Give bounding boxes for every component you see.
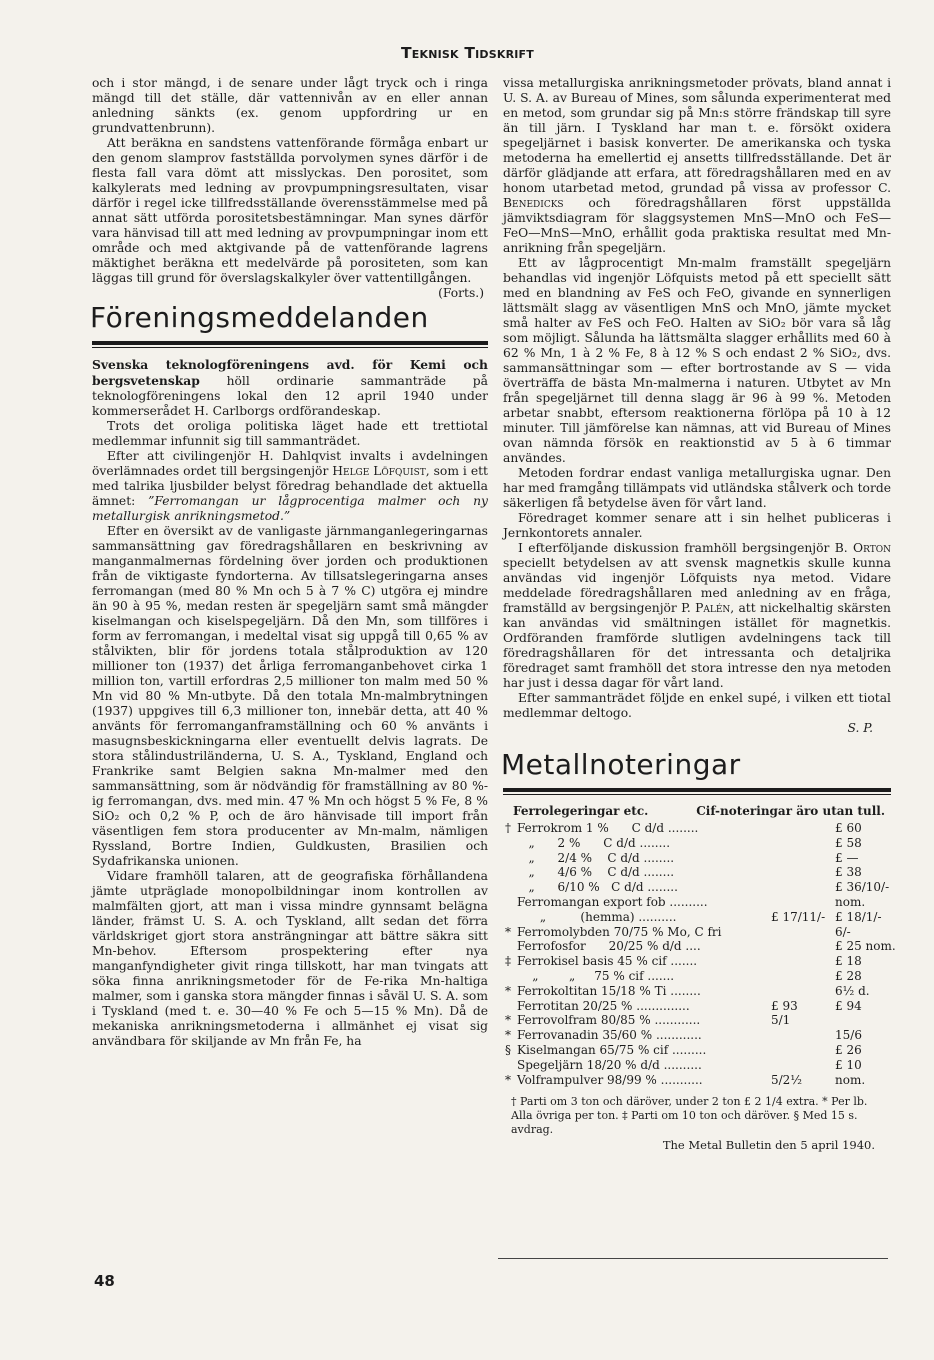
paragraph-text: Att beräkna en sandstens vattenförande förmåga enbart ur den genom slamprov fastställda porvolymen synes därför i de flesta fall vara dömt att misslyckas. Den porositet, som kalkylerats med ledning av provpumpningsresultaten, visar därför i regel icke tillfredsställande överensstämmelse med på annat sätt utförda porositetsbestämningar. Man synes därför vara hänvisad till att med ledning av provpumpningar inom ett område och med aktgivande på de vattenförande lagrens mäktighet beräkna ett medelvärde på porositeten, som kan läggas till grund för överslagskalkyler över vattentillgången. xyxy=(92,136,488,285)
page-number: 48 xyxy=(94,1272,115,1290)
price-row xyxy=(503,1058,891,1073)
price-row-mark: * xyxy=(505,1013,511,1028)
paragraph: Ett av lågprocentigt Mn-malm framställt spegeljärn behandlas vid ingenjör Löfquists metod på ett speciellt sätt med en blandning av FeS och FeO, givande en synnerligen lättsmält slagg av väsentligen MnS och MnO, jämte mycket små halter av FeS och FeO. Halten av SiO₂ bör vara så låg som möjligt. Sålunda ha lättsmälta slagger erhållits med 60 à 62 % Mn, 1 à 2 % Fe, 8 à 12 % S och endast 2 % SiO₂, dvs. sammansättningar som — efter bortrostande av S — vida överträffa de bästa Mn-malmerna i naturen. Utbytet av Mn från spegeljärnet till denna slagg är 96 à 99 %. Metoden arbetar snabbt, eftersom reaktionerna förlöpa på 10 à 12 minuter. Till jämförelse kan nämnas, att vid Bureau of Mines ovan nämnda försök en reaktionstid av 5 à 6 timmar användes. xyxy=(503,256,891,465)
paragraph-text: , att nickelhaltig skärsten kan användas vid smältningen istället för magnetkis. Ordföranden framförde slutligen avdelningens tack till föredragshållaren för det intressanta och detaljrika föredraget samt framhöll det stora intresse den nya metoden har just i dessa dagar för vårt land. xyxy=(503,601,891,690)
right-column xyxy=(501,76,896,1153)
price-row xyxy=(503,1073,891,1088)
price-row-name: „ 4/6 % C d/d ........ xyxy=(517,865,675,880)
paragraph-text: speciellt betydelsen av att svensk magnetkis skulle kunna användas vid ingenjör Löfquists nya metod. Vidare meddelade föredragshållaren med anledning av en fråga, framställd av bergsingenjör P. xyxy=(503,556,891,615)
price-row-value-b: 6½ d. xyxy=(835,983,870,998)
price-row-value-b: £ 26 xyxy=(835,1042,862,1057)
price-row-value-a: £ 93 xyxy=(771,998,798,1013)
price-row xyxy=(503,1028,891,1043)
speaker-name: Helge Löfquist xyxy=(332,464,426,478)
left-column xyxy=(92,76,488,1049)
paragraph: Trots det oroliga politiska läget hade ett trettiotal medlemmar infunnit sig till sammanträdet. xyxy=(92,419,488,448)
price-row-name: Ferrotitan 20/25 % .............. xyxy=(517,998,690,1013)
price-row-name: „ 2 % C d/d ........ xyxy=(517,835,671,850)
price-row xyxy=(503,954,891,969)
paragraph: Metoden fordrar endast vanliga metallurgiska ugnar. Den har med framgång tillämpats vid utländska stålverk och torde säkerligen få betydelse även för vårt land. xyxy=(503,466,891,510)
price-table-note: Cif-noteringar äro utan tull. xyxy=(696,804,885,818)
price-row-mark: * xyxy=(505,1072,511,1087)
price-row xyxy=(503,925,891,940)
section-heading-foreningsmeddelanden: Föreningsmeddelanden xyxy=(90,301,429,334)
table-footnote: † Parti om 3 ton och däröver, under 2 ton £ 2 1/4 extra. * Per lb. Alla övriga per ton. ‡ Parti om 10 ton och däröver. § Med 15 s. avdrag. xyxy=(511,1095,868,1137)
price-row-name: Kiselmangan 65/75 % cif ......... xyxy=(517,1042,707,1057)
price-row-value-b: £ 25 nom. xyxy=(835,939,896,954)
paragraph: Efter en översikt av de vanligaste järnmanganlegeringarnas sammansättning gav föredragshållaren en beskrivning av manganmalmernas fördelning över jorden och produktionen från de viktigaste fyndorterna. Av tillsatslegeringarna anses ferromangan (med 80 % Mn och 5 à 7 % C) utgöra ej mindre än 90 à 95 %, medan resten är spegeljärn samt små mängder kiselmangan och kiselspegeljärn. Då den Mn, som tillföres i form av ferromangan, i medeltal visat sig uppgå till 0,65 % av stålvikten, blir för jordens totala stålproduktion av 120 millioner ton (1937) det årliga ferromanganbehovet cirka 1 million ton, vartill erfordras 2,5 millioner ton malm med 50 % Mn vid 80 % Mn-utbyte. Då den totala Mn-malmbrytningen (1937) uppgives till 6,3 millioner ton, innebär detta, att 40 % använts för ferromanganframställning och 60 % använts i masugnsbeskickningarna eller eventuellt delvis lagrats. De stora stålindustriländerna, U. S. A., Tyskland, England och Frankrike samt Belgien sakna Mn-malmer med den sammansättning, som är nödvändig för framställning av 80 %-ig ferromangan, dvs. med min. 47 % Mn och högst 5 % Fe, 8 % SiO₂ och 0,2 % P, och de äro hänvisade till import från väsentligen fem stora producenter av Mn-malm, nämligen Ryssland, Bortre Indien, Guldkusten, Brasilien och Sydafrikanska unionen. xyxy=(92,524,488,868)
price-row xyxy=(503,1013,891,1028)
price-row xyxy=(503,851,891,866)
paragraph: Efter sammanträdet följde en enkel supé, i vilken ett tiotal medlemmar deltogo. xyxy=(503,691,891,720)
price-row-value-b: nom. xyxy=(835,1072,866,1087)
paragraph: Föredraget kommer senare att i sin helhet publiceras i Jernkontorets annaler. xyxy=(503,511,891,540)
price-row xyxy=(503,969,891,984)
paragraph-text: Efter att civilingenjör H. Dahlqvist invalts i avdelningen överlämnades ordet till bergsingenjör xyxy=(92,449,488,478)
price-row-name: „ 2/4 % C d/d ........ xyxy=(517,850,675,865)
price-row-name: Spegeljärn 18/20 % d/d .......... xyxy=(517,1057,702,1072)
paragraph xyxy=(92,449,488,524)
paragraph-text: vissa metallurgiska anrikningsmetoder prövats, bland annat i U. S. A. av Bureau of Mines, som sålunda experimenterat med en metod, som grundar sig på Mn:s större frändskap till syre än till järn. I Tyskland har man t. e. försökt oxidera spegeljärnet i basisk konverter. De amerikanska och tyska metoderna ha emellertid ej ansetts tillfredsställande. Det är därför glädjande att erfara, att föredragshållaren med en av honom utarbetad metod, grundad på vissa av professor C. xyxy=(503,76,891,195)
signature: S. P. xyxy=(847,721,873,735)
person-name: Palén xyxy=(695,601,731,615)
price-row-mark: * xyxy=(505,924,511,939)
price-row-name: Ferrovanadin 35/60 % ............ xyxy=(517,1028,702,1043)
person-name: Benedicks xyxy=(503,196,564,210)
price-row-value-b: £ — xyxy=(835,850,859,865)
price-row-value-a: £ 17/11/- xyxy=(771,909,826,924)
price-row-value-b: 15/6 xyxy=(835,1028,862,1043)
paragraph-text: I efterföljande diskussion framhöll bergsingenjör B. xyxy=(518,541,848,555)
price-row-mark: * xyxy=(505,1028,511,1043)
bottom-rule xyxy=(498,1258,888,1259)
price-row-mark: ‡ xyxy=(505,954,511,969)
page-header xyxy=(0,44,934,66)
paragraph xyxy=(503,76,891,256)
paragraph xyxy=(92,136,488,300)
price-row-value-b: £ 60 xyxy=(835,821,862,835)
price-row-mark: * xyxy=(505,983,511,998)
price-row-value-b: £ 94 xyxy=(835,998,862,1013)
price-row xyxy=(503,895,891,910)
price-table-title: Ferrolegeringar etc. xyxy=(513,804,649,818)
price-row xyxy=(503,999,891,1014)
price-row-value-b: £ 28 xyxy=(835,968,862,983)
price-row xyxy=(503,1043,891,1058)
price-row-name: Ferrokrom 1 % C d/d ........ xyxy=(517,821,699,835)
continued-note: (Forts.) xyxy=(438,286,484,300)
price-row-name: Ferromangan export fob .......... xyxy=(517,894,708,909)
price-row-value-b: £ 18/1/- xyxy=(835,909,882,924)
paragraph xyxy=(92,357,488,419)
price-row-name: Ferromolybden 70/75 % Mo, C fri xyxy=(517,924,722,939)
paragraph: och i stor mängd, i de senare under lågt tryck och i ringa mängd till det ställe, där vattennivån av en eller annan anledning sänkts (ex. genom uppfordring ur en grundvattenbrunn). xyxy=(92,76,488,135)
paragraph xyxy=(503,541,891,691)
paragraph-text: och föredragshållaren först uppställda jämviktsdiagram för slaggsystemen MnS—MnO och FeS—FeO—MnS—MnO, erhållit goda praktiska resultat med Mn-anrikning från spegeljärn. xyxy=(503,196,891,255)
price-row-mark: § xyxy=(505,1042,511,1057)
heading-rule xyxy=(503,788,891,795)
price-row-value-b: nom. xyxy=(835,894,866,909)
price-row-name: Ferrovolfram 80/85 % ............ xyxy=(517,1013,701,1028)
price-row-mark: † xyxy=(505,821,511,835)
price-row xyxy=(503,836,891,851)
price-row-name: Ferrokisel basis 45 % cif ....... xyxy=(517,954,698,969)
price-row xyxy=(503,880,891,895)
price-row xyxy=(503,865,891,880)
price-row-value-b: £ 18 xyxy=(835,954,862,969)
price-table-header xyxy=(503,804,891,819)
price-table xyxy=(503,804,896,1087)
price-row-value-a: 5/1 xyxy=(771,1013,791,1028)
price-row-value-b: £ 38 xyxy=(835,865,862,880)
price-row xyxy=(503,939,896,954)
price-row-name: Volframpulver 98/99 % ........... xyxy=(517,1072,703,1087)
journal-title: Teknisk Tidskrift xyxy=(401,44,534,62)
lecture-title: ”Ferromangan ur lågprocentiga malmer och ny metallurgisk anrikningsmetod.” xyxy=(92,494,488,523)
price-row xyxy=(503,821,891,836)
society-name: Svenska teknologföreningens avd. för Kemi och bergsvetenskap xyxy=(92,357,488,388)
price-row-name: Ferrofosfor 20/25 % d/d .... xyxy=(517,939,701,954)
price-row-value-b: 6/- xyxy=(835,924,851,939)
price-row-value-b: £ 36/10/- xyxy=(835,880,890,895)
price-row-name: „ (hemma) .......... xyxy=(517,909,677,924)
price-row-value-b: £ 10 xyxy=(835,1057,862,1072)
price-row-name: „ 6/10 % C d/d ........ xyxy=(517,880,678,895)
paragraph-text: , som i ett med talrika ljusbilder belyst föredrag behandlade det aktuella ämnet: xyxy=(92,464,488,508)
table-source: The Metal Bulletin den 5 april 1940. xyxy=(662,1138,875,1153)
price-rows xyxy=(503,821,896,1087)
price-row-name: Ferrokoltitan 15/18 % Ti ........ xyxy=(517,983,701,998)
price-row xyxy=(503,910,891,925)
section-heading-metallnoteringar: Metallnoteringar xyxy=(501,748,741,781)
paragraph: Vidare framhöll talaren, att de geografiska förhållandena jämte utpräglade monopolbildningar inom kontrollen av malmfälten gjort, att man i vissa mindre gynnsamt belägna länder, främst U. S. A. och Tyskland, allt sedan det förra världskriget gjort stora ansträngningar att bättre säkra sitt Mn-behov. Eftersom prospektering efter nya manganfyndigheter givit ringa tillskott, har man tvingats att söka finna anrikningsmetoder för de Fe-rika Mn-haltiga malmer, som i ganska stora mängder finnas i såväl U. S. A. som i Tyskland (med t. e. 30—40 % Fe och 5—15 % Mn). Då de mekaniska anrikningsmetoderna i allmänhet ej visat sig användbara för skiljande av Mn från Fe, ha xyxy=(92,869,488,1048)
heading-rule xyxy=(92,341,488,348)
price-row xyxy=(503,984,891,999)
paragraph-text: höll ordinarie sammanträde på teknologföreningens lokal den 12 april 1940 under kommerserådet H. Carlborgs ordförandeskap. xyxy=(92,374,488,418)
price-row-name: „ „ 75 % cif ....... xyxy=(517,968,675,983)
person-name: Orton xyxy=(853,541,891,555)
price-row-value-a: 5/2½ xyxy=(771,1072,802,1087)
price-row-value-b: £ 58 xyxy=(835,835,862,850)
